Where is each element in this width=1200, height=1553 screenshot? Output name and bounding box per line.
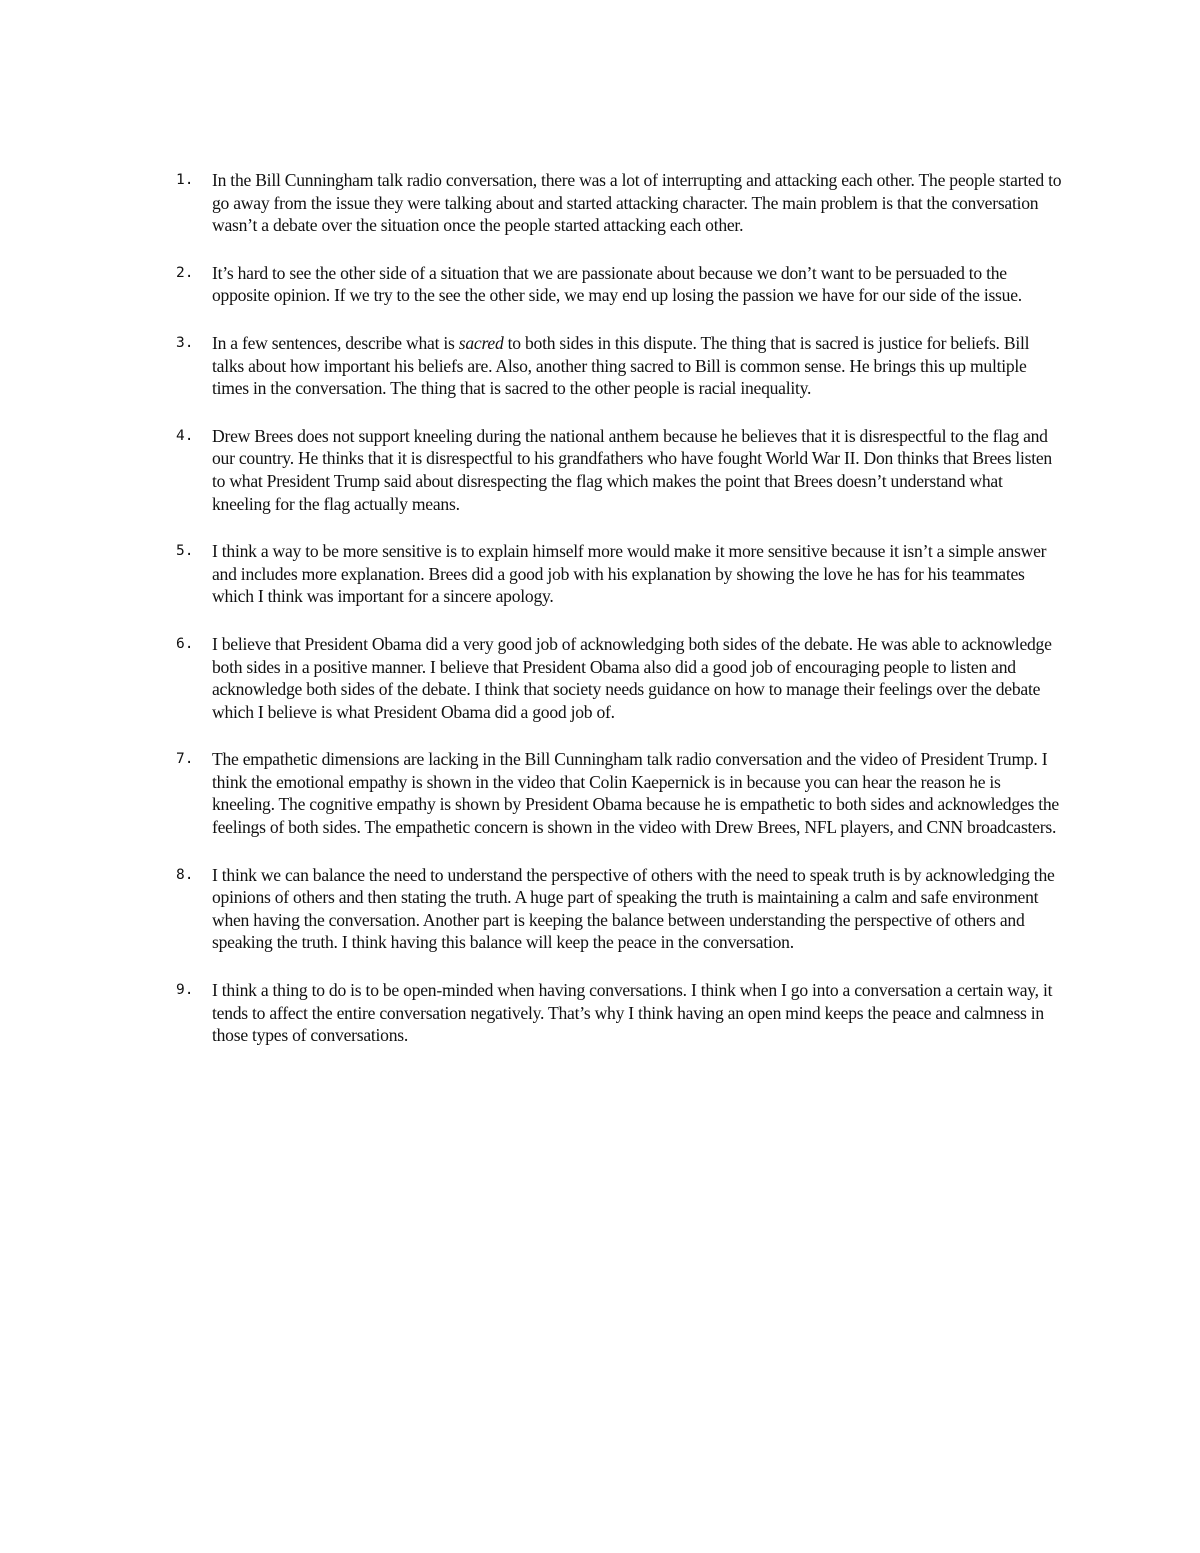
answer-text: I think a thing to do is to be open-minded when having conversations. I think when I go into a conversation a certain way, it tends to affect the entire conversation negatively. That’s why I think having an open mind keeps the peace and calmness in those types of conversations. bbox=[212, 980, 1053, 1046]
answer-text: Drew Brees does not support kneeling during the national anthem because he believes that it is disrespectful to the flag and our country. He thinks that it is disrespectful to his grandfathers who have fought World War II. Don thinks that Brees listen to what President Trump said about disrespecting the flag which makes the point that Brees doesn’t understand what kneeling for the flag actually means. bbox=[212, 425, 1052, 514]
answer-text: I believe that President Obama did a very good job of acknowledging both sides of the debate. He was able to acknowledge both sides in a positive manner. I believe that President Obama also did a good job of encouraging people to listen and acknowledge both sides of the debate. I think that society needs guidance on how to manage their feelings over the debate which I believe is what President Obama did a good job of. bbox=[212, 633, 1052, 722]
answer-text: It’s hard to see the other side of a situation that we are passionate about because we don’t want to be persuaded to the opposite opinion. If we try to the see the other side, we may end up losing the passion we have for our side of the issue. bbox=[212, 262, 1022, 306]
answer-item-7 bbox=[170, 748, 1065, 838]
answer-number: 6. bbox=[176, 635, 194, 652]
answer-number: 4. bbox=[176, 427, 194, 444]
emphasized-word: sacred bbox=[458, 332, 504, 353]
answer-text bbox=[212, 332, 1065, 400]
answer-text-lead: In a few sentences, describe what is bbox=[212, 332, 459, 353]
answer-text: I think a way to be more sensitive is to explain himself more would make it more sensitive because it isn’t a simple answer and includes more explanation. Brees did a good job with his explanation by showing the love he has for his teammates which I think was important for a sincere apology. bbox=[212, 541, 1047, 607]
answer-text-rest: to both sides in this dispute. The thing that is sacred is justice for beliefs. Bill talks about how important his beliefs are. Also, another thing sacred to Bill is common sense. He brings this up multiple times in the conversation. The thing that is sacred to the other people is racial inequality. bbox=[212, 332, 1030, 399]
answer-text: The empathetic dimensions are lacking in the Bill Cunningham talk radio conversation and the video of President Trump. I think the emotional empathy is shown in the video that Colin Kaepernick is in because you can hear the reason he is kneeling. The cognitive empathy is shown by President Obama because he is empathetic to both sides and acknowledges the feelings of both sides. The empathetic concern is shown in the video with Drew Brees, NFL players, and CNN broadcasters. bbox=[212, 749, 1059, 838]
answer-number: 5. bbox=[176, 543, 194, 560]
answer-number: 7. bbox=[176, 751, 194, 768]
answer-item-1 bbox=[170, 169, 1065, 237]
answer-item-6 bbox=[170, 633, 1065, 723]
answer-number: 8. bbox=[176, 866, 194, 883]
answer-item-4 bbox=[170, 425, 1065, 515]
answer-item-9 bbox=[170, 979, 1065, 1047]
answer-item-5 bbox=[170, 540, 1065, 608]
answer-text: I think we can balance the need to understand the perspective of others with the need to speak truth is by acknowledging the opinions of others and then stating the truth. A huge part of speaking the truth is maintaining a calm and safe environment when having the conversation. Another part is keeping the balance between understanding the perspective of others and speaking the truth. I think having this balance will keep the peace in the conversation. bbox=[212, 864, 1055, 953]
answer-item-3 bbox=[170, 332, 1065, 400]
answer-number: 3. bbox=[176, 334, 194, 351]
answer-item-2 bbox=[170, 262, 1065, 307]
answer-text: In the Bill Cunningham talk radio conversation, there was a lot of interrupting and attacking each other. The people started to go away from the issue they were talking about and started attacking character. The main problem is that the conversation wasn’t a debate over the situation once the people started attacking each other. bbox=[212, 170, 1062, 236]
answer-list bbox=[170, 169, 1065, 1072]
answer-number: 1. bbox=[176, 172, 194, 188]
answer-number: 2. bbox=[176, 264, 194, 281]
answer-item-8 bbox=[170, 864, 1065, 954]
answer-number: 9. bbox=[176, 982, 194, 999]
